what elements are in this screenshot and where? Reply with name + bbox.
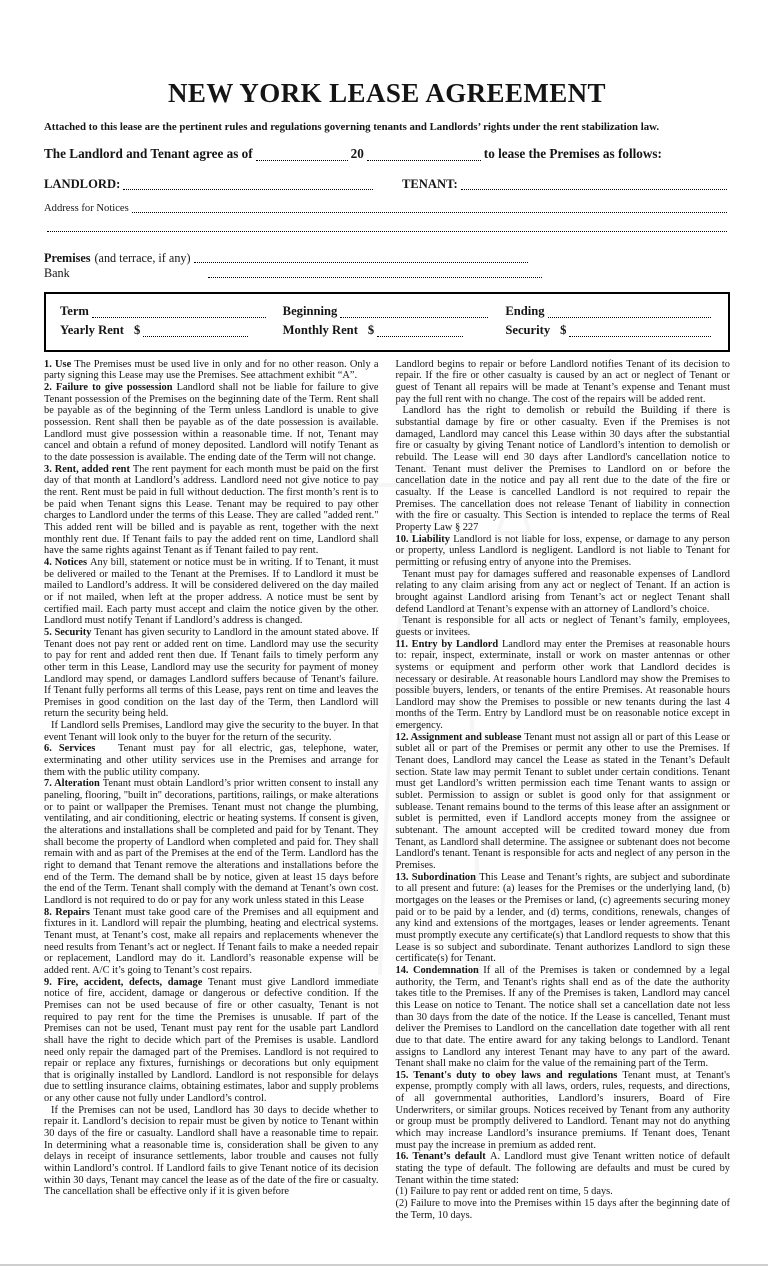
parties-row [44,176,730,193]
agreement-date-blank[interactable] [256,159,348,161]
monthly-rent-label: Monthly Rent [282,322,358,337]
ending-blank[interactable] [548,316,711,318]
premises-blank[interactable] [194,261,528,263]
clause-label: 2. Failure to give possession [44,382,177,394]
bank-blank[interactable] [208,276,542,278]
term-row [60,302,714,321]
address-label: Address for Notices [44,202,129,214]
lease-body [44,359,730,1222]
lease-clause: 16. Tenant’s default A. Landlord must give Tenant written notice of default stating the type of default. The following are defaults and must be cured by Tenant within the time stated: [395,1151,730,1186]
yearly-rent-label: Yearly Rent [60,322,125,337]
security-blank[interactable] [569,335,711,337]
lease-clause: 2. Failure to give possession Landlord shall not be liable for failure to give Tenant possession of the Premises on the beginning date of the Term. Rent shall be payable as of the beginning of the Term unless Landlord is unable to give possession. Rent shall then be payable as of the date possession is available. Landlord must give possession within a reasonable time. If not, Tenant may cancel and obtain a refund of money deposited. Landlord will notify Tenant as to the date possession is available. The ending date of the Term will not change. [44,382,379,464]
term-blank[interactable] [92,316,266,318]
lease-clause: 11. Entry by Landlord Landlord may enter the Premises at reasonable hours to: repair, inspect, exterminate, install or work on master antennas or other systems or equipment and perform other work that Landlord decides is necessary or desirable. At reasonable hours Landlord may show the Premises to possible buyers, lenders, or tenants of the entire Premises. At reasonable hours Landlord may show the Premises to possible or new tenants during the last 4 months of the Term. Entry by Landlord must be on reasonable notice except in emergency. [395,638,730,732]
monthly-rent-blank[interactable] [377,335,463,337]
clause-label: 9. Fire, accident, defects, damage [44,976,208,988]
landlord-label: LANDLORD: [44,176,121,191]
address-row [44,202,730,216]
bank-label: Bank [44,265,70,280]
lease-clause: Landlord has the right to demolish or rebuild the Building if there is substantial damage by fire or other casualty. Even if the Premises is not damaged, Landlord may cancel this Lease within 30 days after the substantial fire or casualty by giving Tenant notice of Landlord’s intention to demolish or rebuild. The Lease will end 30 days after Landlord's cancellation notice to Tenant. Tenant must deliver the Premises to Landlord on or before the cancellation date in the notice and pay all rent due to the date of the fire or casualty. If the Lease is cancelled Landlord is not required to repair the Premises. The cancellation does not release Tenant of liability in connection with the fire or casualty. This Section is intended to replace the terms of Real Property Law § 227 [395,405,730,533]
agreement-year-blank[interactable] [367,159,481,161]
clause-label: 5. Security [44,626,95,638]
lease-clause: 1. Use The Premises must be used live in only and for no other reason. Only a party signing this Lease may use the Premises. See attachment exhibit “A”. [44,358,379,382]
lease-text-column-left [44,359,379,1222]
lease-clause: 6. Services Tenant must pay for all electric, gas, telephone, water, exterminating and other utility services use in the Premises and arrange for them with the public utility company. [44,743,379,778]
beginning-label: Beginning [282,303,338,318]
lease-text-column-right [396,359,731,1222]
monthly-rent-currency: $ [367,322,375,337]
lease-clause: Tenant must pay for damages suffered and reasonable expenses of Landlord relating to any claim arising from any act or neglect of Tenant. If an action is brought against Landlord arising from Tenant’s act or neglect Tenant shall defend Landlord at Tenant’s expense with an attorney of Landlord’s choice. [395,568,730,615]
lease-clause: 7. Alteration Tenant must obtain Landlord’s prior written consent to install any paneling, flooring, "built in" decorations, partitions, railings, or make alterations or to paint or wallpaper the Premises. Tenant must not change the plumbing, ventilating, and air conditioning, electric or heating systems. If consent is given, the alterations and installations shall be completed and paid for by Tenant. They shall become the property of Landlord when completed and paid for. They shall remain with and as part of the Premises at the end of the Term. Landlord has the right to demand that Tenant remove the alterations and installations before the end of the Term. The demand shall be by notice, given at least 15 days before the end of the Term. Tenant shall comply with the demand at Tenant’s own cost. Landlord is not required to do or pay for any work unless stated in this Lease [44,778,379,906]
lease-clause: 4. Notices Any bill, statement or notice must be in writing. If to Tenant, it must be delivered or mailed to the Tenant at the Premises. If to Landlord it must be mailed to Landlord’s address. It will be considered delivered on the day mailed or if not mailed, when left at the proper address. A notice must be sent by certified mail. Each party must accept and claim the notice given by the other. Landlord must notify Tenant if Landlord’s address is changed. [44,556,379,627]
lease-clause: 8. Repairs Tenant must take good care of the Premises and all equipment and fixtures in it. Landlord will repair the plumbing, heating and electrical systems. Tenant must, at Tenant’s cost, make all repairs and replacements whenever the need results from Tenant’s act or neglect. If Tenant fails to make a needed repair or replacement, Landlord may do it. Landlord’s reasonable expense will be added rent. A/C it’s going to Tenant’s cost repairs. [44,906,379,976]
security-currency: $ [560,322,567,337]
lease-clause: (2) Failure to move into the Premises within 15 days after the beginning date of the Term, 10 days. [395,1198,730,1221]
lease-clause: 9. Fire, accident, defects, damage Tenant must give Landlord immediate notice of fire, accident, damage or dangerous or defective condition. If the Premises can not be used because of fire or other casualty, Tenant is not required to pay rent for the time the Premises is unusable. If part of the Premises can not be used, Tenant must pay rent for the usable part Landlord shall have the right to decide which part of the Premises is usable. Landlord need only repair the damaged part of the Premises. Landlord is not required to repair or replace any fixtures, furnishings or decorations but only equipment that is originally installed by Landlord. Landlord is not responsible for delays due to settling insurance claims, obtaining estimates, labor and supply problems or any other cause not fully under Landlord’s control. [44,976,379,1105]
landlord-name-blank[interactable] [123,188,373,190]
tenant-label: TENANT: [402,176,458,191]
yearly-rent-blank[interactable] [143,335,248,337]
intro-text: Attached to this lease are the pertinent rules and regulations governing tenants and Landlords’ rights under the rent stabilization law. [44,121,660,133]
address-blank-line2[interactable] [47,230,727,232]
address-blank-line1[interactable] [132,211,727,213]
clause-label: 6. Services [44,743,103,755]
clause-label: 15. Tenant's duty to obey laws and regulations [395,1069,623,1081]
lease-clause: If the Premises can not be used, Landlord has 30 days to decide whether to repair it. Landlord’s decision to repair must be given by notice to Tenant within 30 days of the fire or casualty. Landlord shall have a reasonable time to repair. In determining what a reasonable time is, consideration shall be given to any delays in receipt of insurance settlements, labor trouble and causes not fully within Landlord’s control. If Landlord fails to give Tenant notice of its decision within 30 days, Tenant may cancel the lease as of the date of the fire or casualty. The cancellation shall be effective only if it is given before [44,1104,379,1198]
clause-label: 3. Rent, added rent [44,463,133,475]
clause-label: 1. Use [44,358,75,370]
clause-label: 16. Tenant’s default [395,1151,490,1163]
clause-label: 12. Assignment and sublease [395,731,525,743]
lease-clause: 12. Assignment and sublease Tenant must not assign all or part of this Lease or sublet all or part of the Premises or permit any other to use the Premises. If Tenant does, Landlord may cancel the Lease as stated in the Tenant’s Default section. State law may permit Tenant to sublet under certain conditions. Tenant must get Landlord’s written permission each time Tenant wants to assign or sublet. Permission to assign or sublet is good only for that assignment or sublease. Tenant remains bound to the terms of this lease after an assignment or sublet is permitted, even if Landlord accepts money from the assignee or subtenant. The amount accepted will be credited toward money due from Tenant, as Landlord shall determine. The assignee or subtenant does not become Landlord's tenant. Tenant is responsible for acts and neglect of any person in the Premises. [395,731,731,872]
lease-clause: 5. Security Tenant has given security to Landlord in the amount stated above. If Tenant does not pay rent or added rent on time. Landlord may use the security to pay for rent and added rent then due. If Tenant fails to timely perform any other term in this Lease, Landlord may use the security for payment of money Landlord may spend, or damages Landlord suffers because of Tenant's failure. If Tenant fully performs all terms of this Lease, pays rent on time and leaves the Premises in good condition on the last day of the Term, then Landlord will return the security being held. [44,626,379,720]
agreement-year-prefix: 20 [350,145,364,161]
clause-label: 13. Subordination [395,871,480,883]
lease-clause: 13. Subordination This Lease and Tenant’s rights, are subject and subordinate to all present and future: (a) leases for the Premises or the underlying land, (b) mortgages on the leases or the Premises or land, (c) agreements securing money paid or to be paid by a lender, and (d) terms, conditions, renewals, changes of any kind and extensions of the mortgages, leases or lender agreements. Tenant must promptly execute any certificate(s) that Landlord requests to show that this Lease is so subject and subordinate. Tenant authorizes Landlord to sign these certificate(s) for Tenant. [395,871,730,965]
bank-row [44,266,730,281]
clause-label: 8. Repairs [44,906,94,918]
lease-clause: (1) Failure to pay rent or added rent on time, 5 days. [395,1186,613,1198]
lease-clause: 15. Tenant's duty to obey laws and regulations Tenant must, at Tenant's expense, promptly comply with all laws, orders, rules, requests, and directions, of all governmental authorities, Landlord’s insurers, Board of Fire Underwriters, or similar groups. Notices received by Tenant from any authority or group must be promptly delivered to Landlord. Tenant may not do anything which may increase Landlord’s insurance premiums. If Tenant does, Tenant must pay the increase in premium as added rent. [395,1069,730,1151]
lease-clause: Tenant is responsible for all acts or neglect of Tenant’s family, employees, guests or invitees. [395,615,730,638]
ending-label: Ending [505,303,545,318]
document-title: NEW YORK LEASE AGREEMENT [168,78,606,108]
lease-clause: 3. Rent, added rent The rent payment for each month must be paid on the first day of that month at Landlord’s address. Landlord need not give notice to pay the rent. Rent must be paid in full without deduction. The first month’s rent is to be paid when Tenant signs this Lease. Tenant may be required to pay other charges to Landlord under the terms of this Lease. They are called "added rent." This added rent will be billed and is payable as rent, together with the next monthly rent due. If Tenant fails to pay the added rent on time, Landlord shall have the same rights against Tenant as if Tenant failed to pay rent. [44,463,379,557]
agreement-line [44,145,730,163]
clause-label: 7. Alteration [44,778,103,790]
lease-clause: 10. Liability Landlord is not liable for loss, expense, or damage to any person or property, unless Landlord is negligent. Landlord is not liable to Tenant for permitting or refusing entry of anyone into the Premises. [395,533,730,568]
lease-clause: If Landlord sells Premises, Landlord may give the security to the buyer. In that event Tenant will look only to the buyer for the return of the security. [44,720,379,743]
lease-clause: 14. Condemnation If all of the Premises is taken or condemned by a legal authority, the Term, and Tenant's rights shall end as of the date the authority takes title to the Premises. If any of the Premises is taken, Landlord may cancel this Lease on notice to Tenant. The notice shall set a cancellation date not less than 30 days from the date of the notice. If the Lease is cancelled, Tenant must deliver the Premises to Landlord on the cancellation date together with all rent due to that date. The entire award for any taking belongs to Landlord. Tenant assigns to Landlord any interest Tenant may have to any part of the award. Tenant shall make no claim for the value of the remaining part of the Term. [395,964,730,1070]
tenant-name-blank[interactable] [461,188,727,190]
lease-terms-table [44,292,730,352]
premises-note: (and terrace, if any) [94,250,191,265]
clause-label: 4. Notices [44,556,90,568]
agreement-prefix: The Landlord and Tenant agree as of [44,145,253,161]
clause-label: 14. Condemnation [395,964,484,976]
lease-clause: Landlord begins to repair or before Landlord notifies Tenant of its decision to repair. If the fire or other casualty is caused by an act or neglect of Tenant or guest of Tenant all repairs will be made at Tenant’s expense and Tenant must pay the full rent with no change. The cost of the repairs will be added rent. [395,358,730,405]
clause-label: 11. Entry by Landlord [395,638,502,650]
premises-label: Premises [44,250,91,265]
term-label: Term [60,303,89,318]
agreement-suffix: to lease the Premises as follows: [483,145,662,161]
clause-label: 10. Liability [395,533,454,545]
premises-row [44,251,730,266]
beginning-blank[interactable] [340,316,488,318]
rent-row [60,321,714,340]
yearly-rent-currency: $ [134,322,141,337]
security-label: Security [505,322,551,337]
address-row-2 [44,230,730,242]
